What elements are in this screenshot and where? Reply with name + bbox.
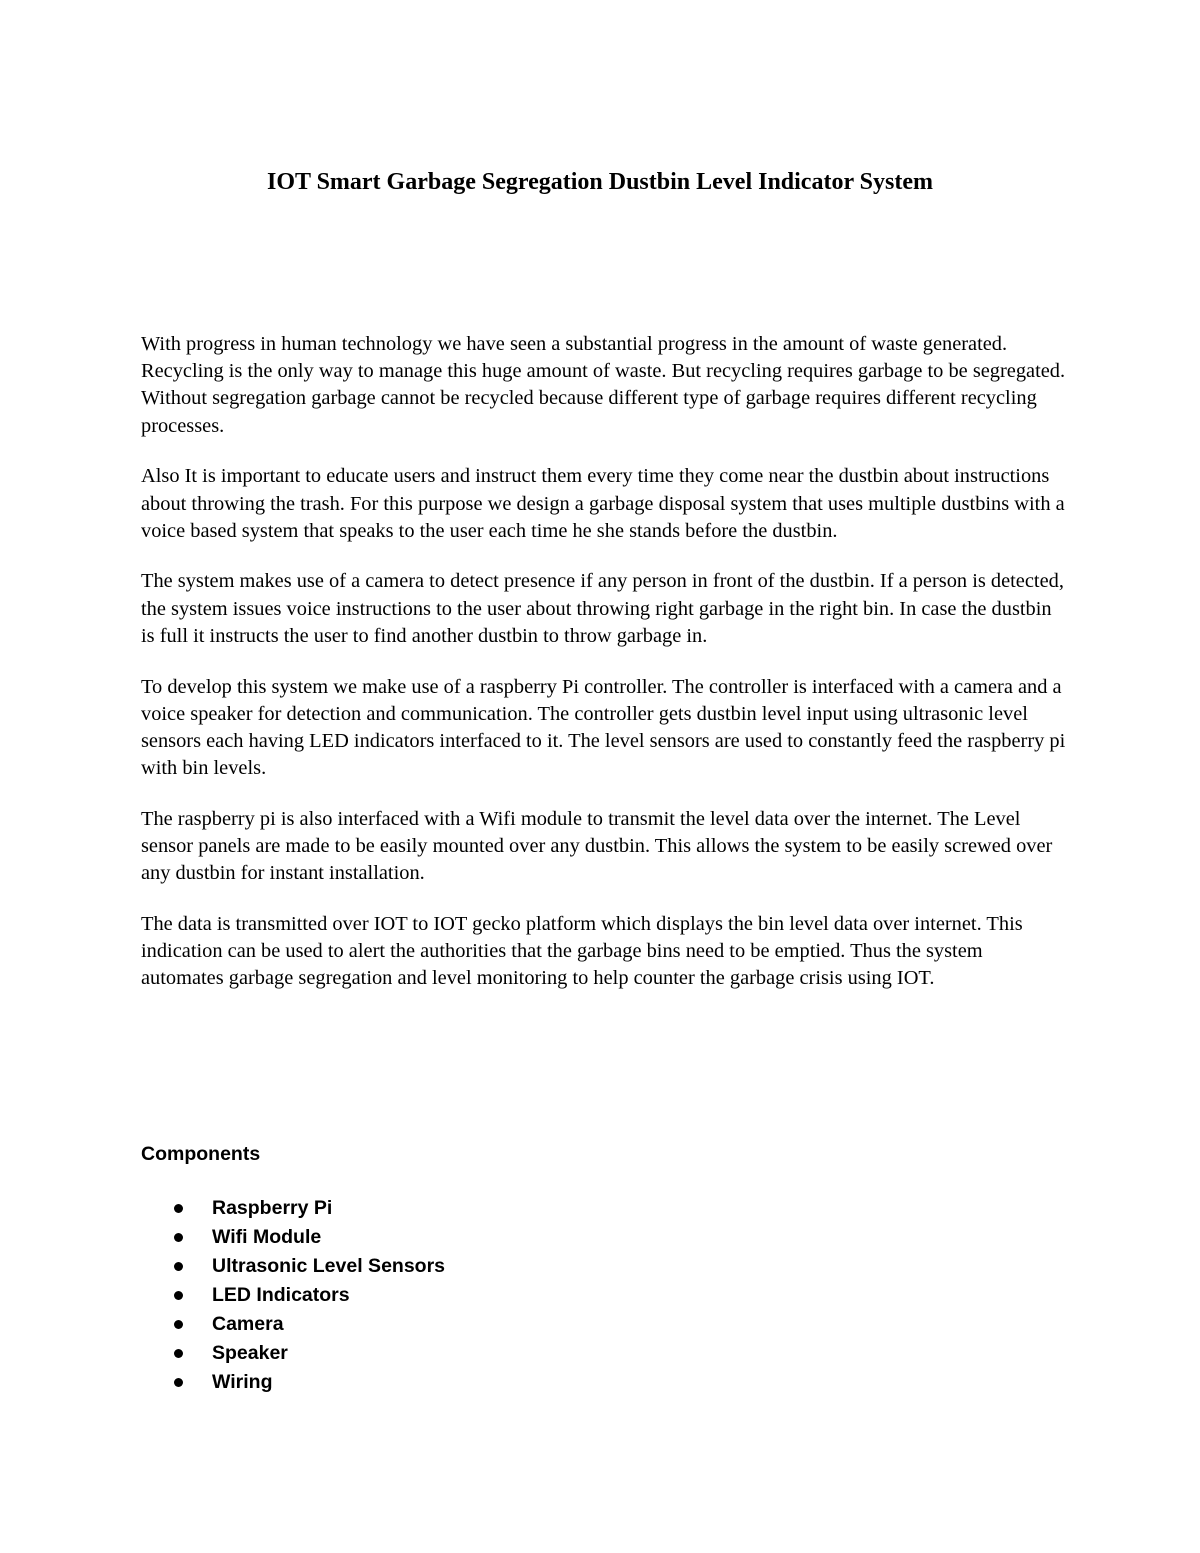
list-item [141, 1368, 445, 1397]
list-item [141, 1194, 445, 1223]
paragraph-wifi: The raspberry pi is also interfaced with a Wifi module to transmit the level data over the internet. The Level sensor panels are made to be easily mounted over any dustbin. This allows the system to be easily screwed over any dustbin for instant installation. [141, 807, 1053, 885]
paragraph-controller: To develop this system we make use of a raspberry Pi controller. The controller is interfaced with a camera and a voice speaker for detection and communication. The controller gets dustbin level input using ultrasonic level sensors each having LED indicators interfaced to it. The level sensors are used to constantly feed the raspberry pi with bin levels. [141, 675, 1066, 780]
list-item [141, 1223, 445, 1252]
list-item [141, 1281, 445, 1310]
component-label: Raspberry Pi [212, 1197, 333, 1219]
component-label: Ultrasonic Level Sensors [212, 1255, 446, 1277]
bullet-icon [174, 1262, 183, 1271]
component-label: LED Indicators [212, 1284, 350, 1306]
components-list [141, 1194, 445, 1397]
list-item [141, 1252, 445, 1281]
bullet-icon [174, 1349, 183, 1358]
paragraph-intro: With progress in human technology we have seen a substantial progress in the amount of waste generated. Recycling is the only way to manage this huge amount of waste. But recycling requires garbage to be segregated. Without segregation garbage cannot be recycled because different type of garbage requires different recycling processes. [141, 333, 1066, 437]
component-label: Speaker [212, 1342, 288, 1364]
document-title: IOT Smart Garbage Segregation Dustbin Level Indicator System [266, 169, 933, 195]
bullet-icon [174, 1291, 183, 1300]
bullet-icon [174, 1320, 183, 1329]
bullet-icon [174, 1233, 183, 1242]
list-item [141, 1339, 445, 1368]
component-label: Wifi Module [212, 1226, 322, 1248]
list-item [141, 1310, 445, 1339]
paragraph-iot: The data is transmitted over IOT to IOT gecko platform which displays the bin level data over internet. This indication can be used to alert the authorities that the garbage bins need to be emptied. Thus the system automates garbage segregation and level monitoring to help counter the garbage crisis using IOT. [141, 912, 1023, 990]
component-label: Camera [212, 1313, 284, 1335]
component-label: Wiring [212, 1371, 273, 1393]
document-body [141, 331, 1066, 1016]
paragraph-education: Also It is important to educate users and instruct them every time they come near the dustbin about instructions about throwing the trash. For this purpose we design a garbage disposal system that uses multiple dustbins with a voice based system that speaks to the user each time he she stands before the dustbin. [141, 465, 1065, 542]
components-heading: Components [141, 1143, 261, 1165]
bullet-icon [174, 1204, 183, 1213]
bullet-icon [174, 1378, 183, 1387]
paragraph-camera: The system makes use of a camera to detect presence if any person in front of the dustbin. If a person is detected, the system issues voice instructions to the user about throwing right garbage in the right bin. In case the dustbin is full it instructs the user to find another dustbin to throw garbage in. [141, 570, 1064, 647]
